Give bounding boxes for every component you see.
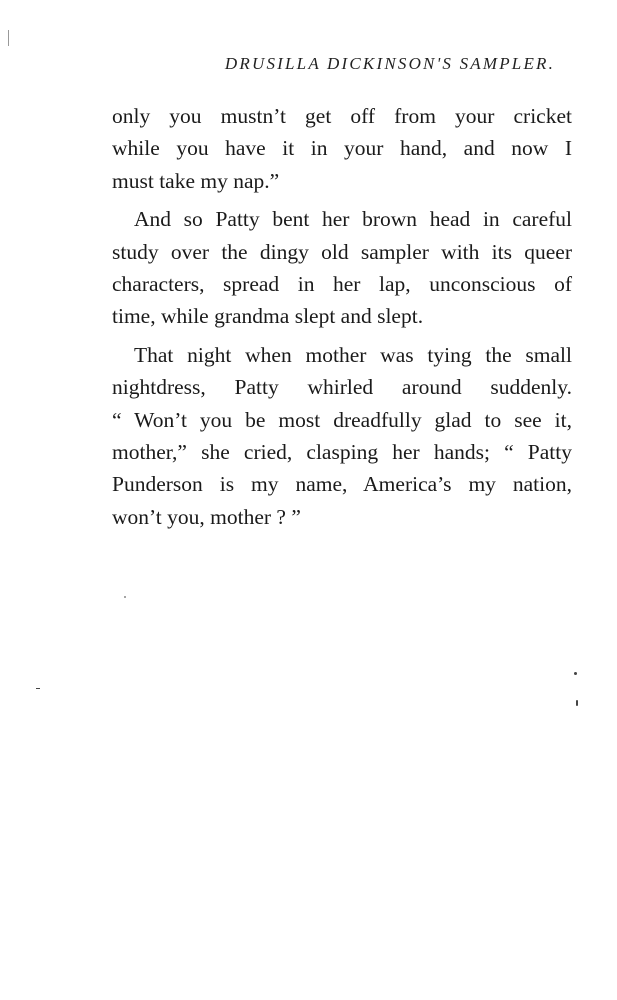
scan-speck xyxy=(576,700,578,706)
text-line: Punderson is my name, America’s my nation, xyxy=(112,472,572,497)
text-line: characters, spread in her lap, unconscious of xyxy=(112,272,572,297)
scan-speck xyxy=(36,688,40,689)
text-line: time, while grandma slept and slept. xyxy=(112,304,424,329)
text-line: only you mustn’t get off from your cricket xyxy=(112,104,572,128)
scan-speck xyxy=(574,672,577,675)
running-head: DRUSILLA DICKINSON'S SAMPLER. xyxy=(224,54,556,73)
text-line: won’t you, mother ? ” xyxy=(112,504,301,529)
page-edge-mark xyxy=(8,30,9,46)
scan-speck xyxy=(124,596,126,598)
text-line: mother,” she cried, clasping her hands; “ Patty xyxy=(112,440,572,465)
text-line: And so Patty bent her brown head in careful xyxy=(134,207,572,232)
text-line: That night when mother was tying the small xyxy=(134,342,572,367)
text-line: must take my nap.” xyxy=(112,168,280,193)
text-line: study over the dingy old sampler with its queer xyxy=(112,239,572,264)
text-line: “ Won’t you be most dreadfully glad to see it, xyxy=(112,407,572,432)
text-line: while you have it in your hand, and now I xyxy=(112,136,572,161)
text-line: nightdress, Patty whirled around suddenly. xyxy=(112,375,572,400)
body-text xyxy=(112,100,572,533)
